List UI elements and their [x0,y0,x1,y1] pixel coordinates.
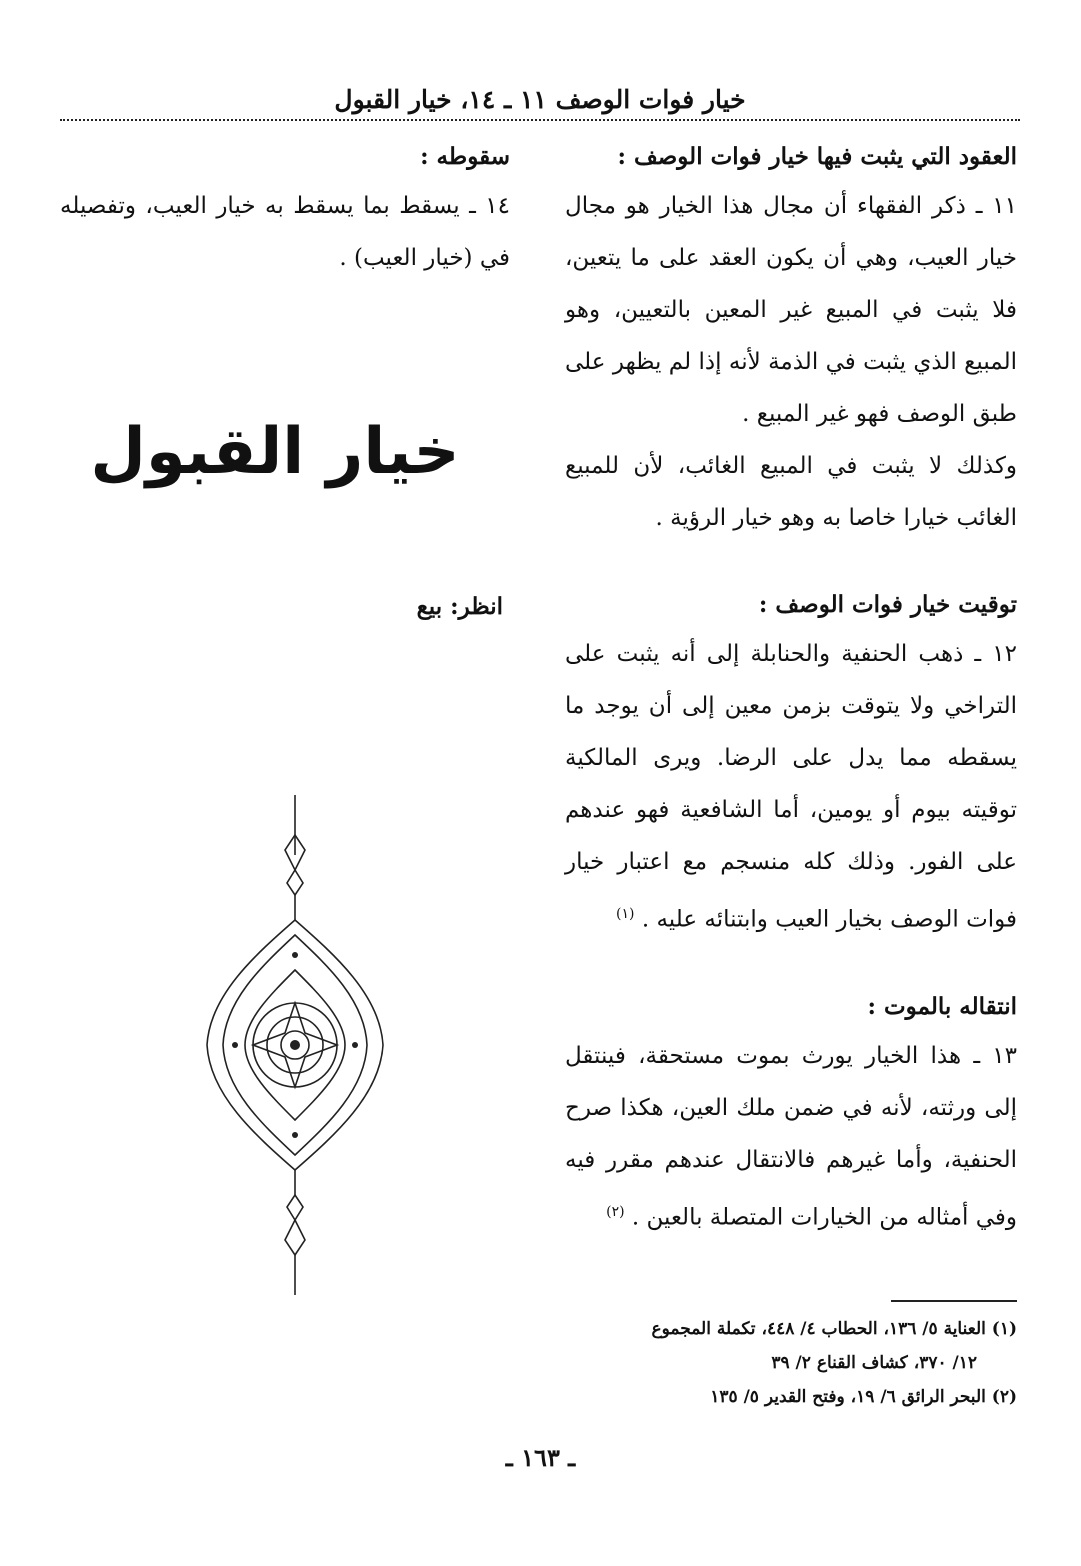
paragraph-14: ١٤ ـ يسقط بما يسقط به خيار العيب، وتفصيله في (خيار العيب) . [60,193,510,271]
see-also-reference[interactable]: انظر: بيع [416,593,503,620]
header-divider [60,119,1020,121]
footnote-2: (٢) البحر الرائق ٦/ ١٩، وفتح القدير ٥/ ١٣٥ [710,1387,1017,1407]
side-column [60,140,510,284]
section-heading-timing: توقيت خيار فوات الوصف : [758,591,1017,618]
paragraph-13 [565,1030,1017,1244]
footnote-divider [891,1300,1017,1302]
section-heading-inheritance: انتقاله بالموت : [867,992,1017,1020]
footnote-ref-1[interactable]: (١) [616,906,635,922]
running-header: خيار فوات الوصف ١١ ـ ١٤، خيار القبول [334,85,746,114]
paragraph-11: ١١ ـ ذكر الفقهاء أن مجال هذا الخيار هو مجال خيار العيب، وهي أن يكون العقد على ما يتعين، فلا يثبت في المبيع غير المعين بالتعيين، وهو المبيع الذي يثبت في الذمة لأنه إذا لم يظهر على طبق الوصف فهو غير المبيع . [565,193,1017,427]
paragraph-12 [565,628,1017,946]
ornament-icon [205,795,385,1295]
footnotes [565,1312,1017,1414]
main-column [565,140,1017,1243]
section-heading-contracts: العقود التي يثبت فيها خيار فوات الوصف : [617,143,1017,170]
paragraph-11-continued: وكذلك لا يثبت في المبيع الغائب، لأن للمبيع الغائب خيارا خاصا به وهو خيار الرؤية . [565,453,1017,531]
paragraph-13-text: ١٣ ـ هذا الخيار يورث بموت مستحقة، فينتقل إلى ورثته، لأنه في ضمن ملك العين، هكذا صرح الحنفية، وأما غيرهم فالانتقال عندهم مقرر فيه وفي أمثاله من الخيارات المتصلة بالعين . [565,1042,1017,1231]
section-heading-lapse: سقوطه : [420,143,510,170]
footnote-ref-2[interactable]: (٢) [606,1203,625,1220]
footnote-1-continued: ١٢/ ٣٧٠، كشاف القناع ٢/ ٣٩ [771,1353,977,1373]
footnote-1: (١) العناية ٥/ ١٣٦، الحطاب ٤/ ٤٤٨، تكملة المجموع [651,1319,1017,1339]
chapter-title: خيار القبول [90,415,460,489]
page-number: ـ ١٦٣ ـ [505,1443,576,1472]
paragraph-12-text: ١٢ ـ ذهب الحنفية والحنابلة إلى أنه يثبت على التراخي ولا يتوقت بزمن معين إلى أن يوجد ما يسقطه مما يدل على الرضا. ويرى المالكية توقيته بيوم أو يومين، أما الشافعية فهو عندهم على الفور. وذلك كله منسجم مع اعتبار خيار فوات الوصف بخيار العيب وابتنائه عليه . [565,641,1017,933]
